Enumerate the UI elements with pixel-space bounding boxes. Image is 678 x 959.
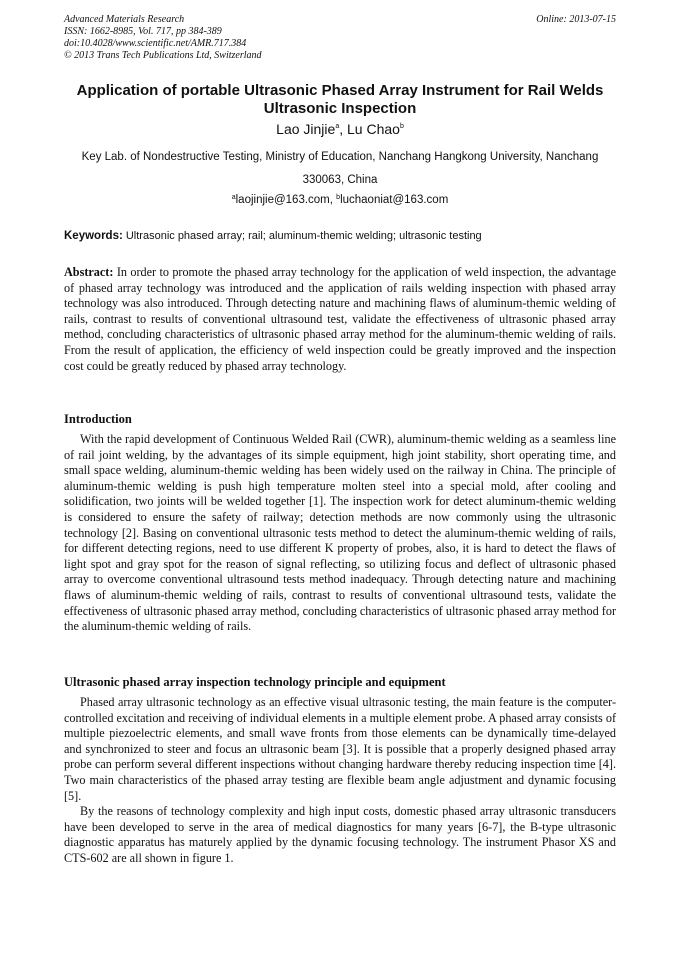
paragraph: Phased array ultrasonic technology as an effective visual ultrasonic testing, the main feature is the computer-controlled excitation and receiving of individual elements in a multiple element probe. A phased array consists of multiple piezoelectric elements, and small wave fronts from those elements can be dynamically time-delayed and synchronized to steer and focus an ultrasonic beam [3]. It is possible that a properly designed phased array probe can perform several different inspections without changing hardware thereby reducing inspection time [4]. Two main characteristics of the phased array testing are flexible beam angle adjustment and dynamic focusing [5]. <box>64 695 617 803</box>
author-line <box>64 120 616 138</box>
section-body <box>64 432 616 635</box>
issn-line: ISSN: 1662-8985, Vol. 717, pp 384-389 <box>64 26 222 37</box>
email-link[interactable]: luchaoniat@163.com <box>340 194 449 206</box>
author-superscript: b <box>399 123 404 130</box>
doi-line: doi:10.4028/www.scientific.net/AMR.717.384 <box>64 38 247 49</box>
abstract-label: Abstract: <box>64 265 114 279</box>
keywords-label: Keywords: <box>64 230 123 242</box>
paragraph: By the reasons of technology complexity and high input costs, domestic phased array ultrasonic transducers have been developed to serve in the area of medical diagnostics for many years [6-7], the B-type ultrasonic diagnostic apparatus has maturely applied by the dynamic focusing technology. The instrument Phasor XS and CTS-602 are all shown in figure 1. <box>64 804 616 865</box>
email-superscript: b <box>336 194 341 201</box>
author-superscript: a <box>335 123 340 130</box>
journal-name: Advanced Materials Research <box>64 14 185 25</box>
copyright-line: © 2013 Trans Tech Publications Ltd, Switzerland <box>64 50 262 61</box>
author-separator: , <box>339 121 347 137</box>
paragraph: With the rapid development of Continuous Welded Rail (CWR), aluminum-themic welding as a seamless line of rail joint welding, by the advantages of its simple equipment, high joint stability, short operating time, and small space welding, aluminum-themic welding has been widely used on the railway in China. The principle of aluminum-themic welding is push high temperature molten steel into a special mold, after cooling and solidification, two joints will be welded together [1]. The inspection work for detect aluminum-themic welding is considered to ensure the safety of railway; detection methods are now commonly using the ultrasonic technology [2]. Basing on conventional ultrasonic tests method to detect the aluminum-themic welding of rails, for different detecting regions, need to use different K property of probes, also, it is hard to detect the flaws of light spot and gray spot for the reason of signal reflecting, so utilizing focus and deflect of ultrasonic phased array to overcome conventional ultrasound tests method inadequacy. Through detecting nature and machining flaws of aluminum-themic welding of rails, contrast to results of conventional ultrasound tests, validate the effectiveness of ultrasonic phased array method, concluding characteristics of ultrasonic phased array method for the aluminum-themic welding of rails. <box>64 432 616 634</box>
section-body <box>64 695 616 867</box>
affiliation: Key Lab. of Nondestructive Testing, Ministry of Education, Nanchang Hangkong University, Nanchang 330063, China <box>81 151 599 186</box>
online-date: Online: 2013-07-15 <box>536 14 616 25</box>
author-name: Lu Chao <box>347 121 400 137</box>
section-heading: Ultrasonic phased array inspection technology principle and equipment <box>64 675 446 689</box>
journal-header <box>64 14 616 62</box>
author-name: Lao Jinjie <box>276 121 336 137</box>
section-heading: Introduction <box>64 412 132 426</box>
email-link[interactable]: laojinjie@163.com <box>235 194 330 206</box>
keywords <box>64 229 616 243</box>
email-line <box>64 192 616 208</box>
abstract-text: In order to promote the phased array technology for the application of weld inspection, the advantage of phased array technology was introduced and the application of rails welding inspection with phased array technology was also introduced. Through detecting nature and machining flaws of aluminum-themic welding of rails, contrast to results of conventional ultrasound test, validate the effectiveness of ultrasonic phased array method, concluding characteristics of ultrasonic phased array method for the aluminum-themic welding of rails. From the result of application, the efficiency of weld inspection could be greatly improved and the inspection cost could be greatly reduced by phased array technology. <box>64 265 616 373</box>
keywords-text: Ultrasonic phased array; rail; aluminum-themic welding; ultrasonic testing <box>125 230 482 242</box>
email-separator: , <box>329 194 337 206</box>
email-superscript: a <box>231 194 236 201</box>
abstract <box>64 265 616 374</box>
paper-title: Application of portable Ultrasonic Phased Array Instrument for Rail Welds Ultrasonic Inspection <box>76 82 604 117</box>
